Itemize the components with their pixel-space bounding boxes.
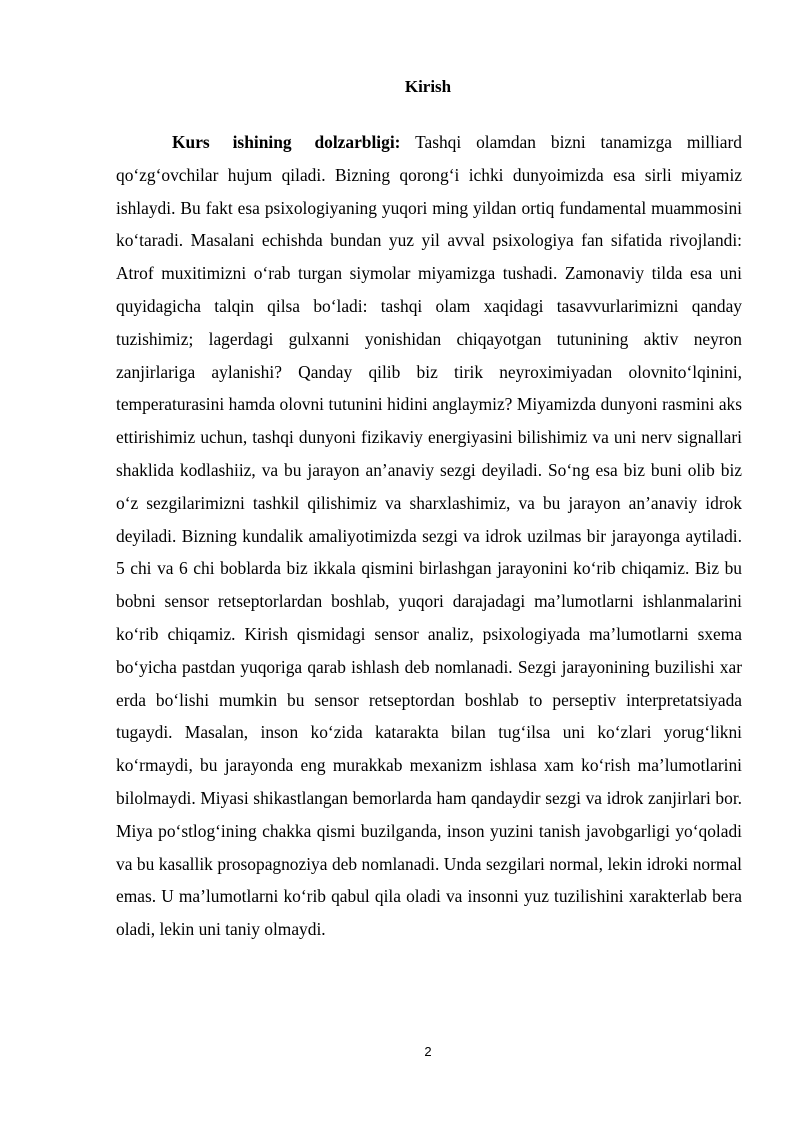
lead-phrase: Kurs ishining dolzarbligi: — [172, 132, 401, 152]
paragraph-text: Tashqi olamdan bizni tanamizga milliard qo‘zg‘ovchilar hujum qiladi. Bizning qorong‘i ichki dunyoimizda esa sirli miyamiz ishlaydi. Bu fakt esa psixologiyaning yuqori ming yildan ortiq fundamental muammosini ko‘taradi. Masalani echishda bundan yuz yil avval psixologiya fan sifatida rivojlandi: Atrof muxitimizni o‘rab turgan siymolar miyamizga tushadi. Zamonaviy tilda esa uni quyidagicha talqin qilsa bo‘ladi: tashqi olam xaqidagi tasavvurlarimizni qanday tuzishimiz; lagerdagi gulxanni yonishidan chiqayotgan tutunining aktiv neyron zanjirlariga aylanishi? Qanday qilib biz tirik neyroximiyadan olovnito‘lqinini, temperaturasini hamda olovni tutunini hidini anglaymiz? Miyamizda dunyoni rasmini aks ettirishimiz uchun, tashqi dunyoni fizikaviy energiyasini bilishimiz va uni nerv signallari shaklida kodlashiiz, va bu jarayon an’anaviy sezgi deyiladi. So‘ng esa biz buni olib biz o‘z sezgilarimizni tashkil qilishimiz va sharxlashimiz, va bu jarayon an’anaviy idrok deyiladi. Bizning kundalik amaliyotimizda sezgi va idrok uzilmas bir jarayonga aytiladi. 5 chi va 6 chi boblarda biz ikkala qismini birlashgan jarayonini ko‘rib chiqamiz. Biz bu bobni sensor retseptorlardan boshlab, yuqori darajadagi ma’lumotlarni ishlanmalarini ko‘rib chiqamiz. Kirish qismidagi sensor analiz, psixologiyada ma’lumotlarni sxema bo‘yicha pastdan yuqoriga qarab ishlash deb nomlanadi. Sezgi jarayonining buzilishi xar erda bo‘lishi mumkin bu sensor retseptordan boshlab to perseptiv interpretatsiyada tugaydi. Masalan, inson ko‘zida katarakta bilan tug‘ilsa uni ko‘zlari yorug‘likni ko‘rmaydi, bu jarayonda eng murakkab mexanizm ishlasa xam ko‘rish ma’lumotlarini bilolmaydi. Miyasi shikastlangan bemorlarda ham qandaydir sezgi va idrok zanjirlari bor. Miya po‘stlog‘ining chakka qismi buzilganda, inson yuzini tanish javobgarligi yo‘qoladi va bu kasallik prosopagnoziya deb nomlanadi. Unda sezgilari normal, lekin idroki normal emas. U ma’lumotlarni ko‘rib qabul qila oladi va insonni yuz tuzilishini xarakterlab bera oladi, lekin uni taniy olmaydi. — [116, 132, 742, 940]
body-paragraph — [116, 126, 742, 946]
page-number: 2 — [424, 1044, 432, 1059]
section-heading: Kirish — [404, 77, 452, 96]
